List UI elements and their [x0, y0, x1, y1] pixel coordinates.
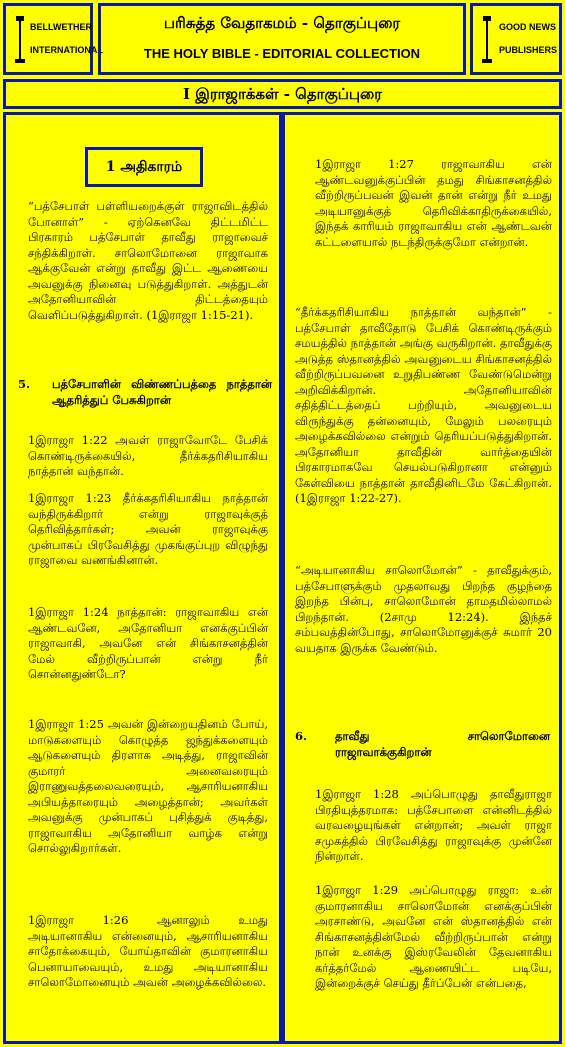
- logo-right-line1: GOOD NEWS: [499, 22, 557, 32]
- lectern-icon: [15, 16, 25, 66]
- commentary-paragraph: “தீர்க்கதரிசியாகிய நாத்தான் வந்தான்” - பத்சேபாள் தாவீதோடு பேசிக் கொண்டிருக்கும் சமயத்தில் நாத்தான் அங்கு வருகிறான். தாவீதுக்கு அடுத்த ஸ்தானத்தில் அவனுடைய சிங்காசனத்தில் வீற்றிருப்பவனை உறுதிபண்ண வேண்டுமென்று அறிவிக்கிறான். அதோனியாவின் சதித்திட்டத்தைப் பற்றியும், அவனுடைய விருந்துக்கு தன்னையும், மேலும் பலரையும் அழைக்கவில்லை என்றும் தெரியப்படுத்துகிறான். அதோனியா தாவீதின் வார்த்தையின் பிரகாரமாகவே செயல்படுகிறானா என்னும் கேள்வியை நாத்தான் தாவீதினிடமே கேட்கிறான். (1இராஜா 1:22-27).: [295, 305, 552, 505]
- verse-1-25: 1இராஜா 1:25 அவன் இன்றையதினம் போய், மாடுகளையும் கொழுத்த ஜந்துக்களையும் ஆடுகளையும் திரளாக அடித்து, ராஜாவின் குமாரர் அனைவரையும் இராணுவத்தலைவரையும், ஆசாரியனாகிய அபியத்தாரையும் அழைத்தான்; அவர்கள் அவனுக்கு முன்பாகப் புசித்துக் குடித்து, ராஜாவாகிய அதோனியா வாழ்க என்று சொல்லுகிறார்கள்.: [28, 717, 268, 855]
- header-title-english: THE HOLY BIBLE - EDITORIAL COLLECTION: [143, 46, 421, 61]
- chapter-label: 1 அதிகாரம்: [85, 147, 203, 187]
- book-title: I இராஜாக்கள் - தொகுப்புரை: [3, 79, 562, 109]
- verse-1-29: 1இராஜா 1:29 அப்பொழுது ராஜா: உன் குமாரனாகிய சாலொமோன் எனக்குப்பின் அரசாண்டு, அவனே என் ஸ்தானத்தில் என் சிங்காசனத்தின்மேல் வீற்றிருப்பான் என்று நான் உனக்கு இஸ்ரவேலின் தேவனாகிய கர்த்தர்மேல் ஆணையிட்ட படியே, இன்றைக்குச் செய்து தீர்ப்பேன் என்பதை,: [315, 883, 552, 990]
- verse-1-22: 1இராஜா 1:22 அவள் ராஜாவோடே பேசிக் கொண்டிருக்கையில், தீர்க்கதரிசியாகிய நாத்தான் வந்தான்.: [28, 433, 268, 478]
- verse-1-27: 1இராஜா 1:27 ராஜாவாகிய என் ஆண்டவனுக்குப்பின் தமது சிங்காசனத்தில் வீற்றிருப்பவன் இவன் தான் என்று நீர் உமது அடியானுக்குத் தெரிவிக்காதிருக்கையில், இந்தக் காரியம் ராஜாவாகிய என் ஆண்டவன் கட்டளையால் நடந்திருக்குமோ என்றான்.: [315, 157, 552, 249]
- right-column: [282, 112, 562, 1044]
- section-number: 6.: [295, 729, 308, 743]
- logo-right-line2: PUBLISHERS: [499, 45, 558, 55]
- section-heading: தாவீது சாலொமோனை ராஜாவாக்குகிறான்: [335, 729, 550, 759]
- header-title-tamil: பரிசுத்த வேதாகமம் - தொகுப்புரை: [163, 14, 401, 32]
- commentary-paragraph: “பத்சேபாள் பள்ளியறைக்குள் ராஜாவிடத்தில் போனாள்” - ஏற்கெனவே திட்டமிட்ட பிரகாரம் பத்சேபாள் தாவீது ராஜாவைச் சந்திக்கிறாள். சாலொமோனை ராஜாவாக ஆக்குவேன் என்று தாவீது இட்ட ஆணையை அவனுக்கு நினைவு படுத்துகிறாள். அத்துடன் அதோனியாவின் திட்டத்தையும் வெளிப்படுத்துகிறாள். (1இராஜா 1:15-21).: [28, 199, 268, 322]
- commentary-paragraph: “அடியானாகிய சாலொமோன்” - தாவீதுக்கும், பத்சேபாளுக்கும் முதலாவது பிறந்த குழந்தை இறந்த பின்பு, சாலொமோன் தாமதமில்லாமல் பிறந்தான். (2சாமு 12:24). இந்தச் சம்பவத்தின்போது, சாலொமோனுக்குச் சுமார் 20 வயதாக இருக்க வேண்டும்.: [295, 563, 552, 655]
- verse-1-24: 1இராஜா 1:24 நாத்தான்: ராஜாவாகிய என் ஆண்டவனே, அதோனியா எனக்குப்பின் ராஜாவாகி, அவனே என் சிங்காசனத்தின் மேல் வீற்றிருப்பான் என்று நீர் சொன்னதுண்டோ?: [28, 605, 268, 681]
- left-column: [3, 112, 282, 1044]
- logo-left-line2: INTERNATIONAL: [30, 45, 103, 55]
- verse-1-26: 1இராஜா 1:26 ஆனாலும் உமது அடியானாகிய என்னையும், ஆசாரியனாகிய சாதோக்கையும், யோய்தாவின் குமாரனாகிய பெனாயாவையும், உமது அடியானாகிய சாலொமோனையும் அவன் அழைக்கவில்லை.: [28, 913, 268, 989]
- verse-1-28: 1இராஜா 1:28 அப்பொழுது தாவீதுராஜா பிரதியுத்தரமாக: பத்சேபாளை என்னிடத்தில் வரவழையுங்கள் என்றான்; அவள் ராஜா சமுகத்தில் பிரவேசித்து ராஜாவுக்கு முன்னே நின்றாள்.: [315, 787, 552, 863]
- lectern-icon: [482, 16, 492, 66]
- section-heading: பத்சேபாளின் விண்ணப்பத்தை நாத்தான் ஆதரித்துப் பேசுகிறான்: [52, 377, 272, 407]
- good-news-logo: [470, 3, 562, 75]
- section-number: 5.: [18, 377, 31, 391]
- bellwether-logo: [3, 3, 103, 75]
- verse-1-23: 1இராஜா 1:23 தீர்க்கதரிசியாகிய நாத்தான் வந்திருக்கிறார் என்று ராஜாவுக்குத் தெரிவித்தார்கள்; அவன் ராஜாவுக்கு முன்பாகப் பிரவேசித்து முகங்குப்புற விழுந்து ராஜாவை வணங்கினான்.: [28, 491, 268, 567]
- header: [98, 3, 466, 75]
- logo-left-line1: BELLWETHER: [30, 22, 92, 32]
